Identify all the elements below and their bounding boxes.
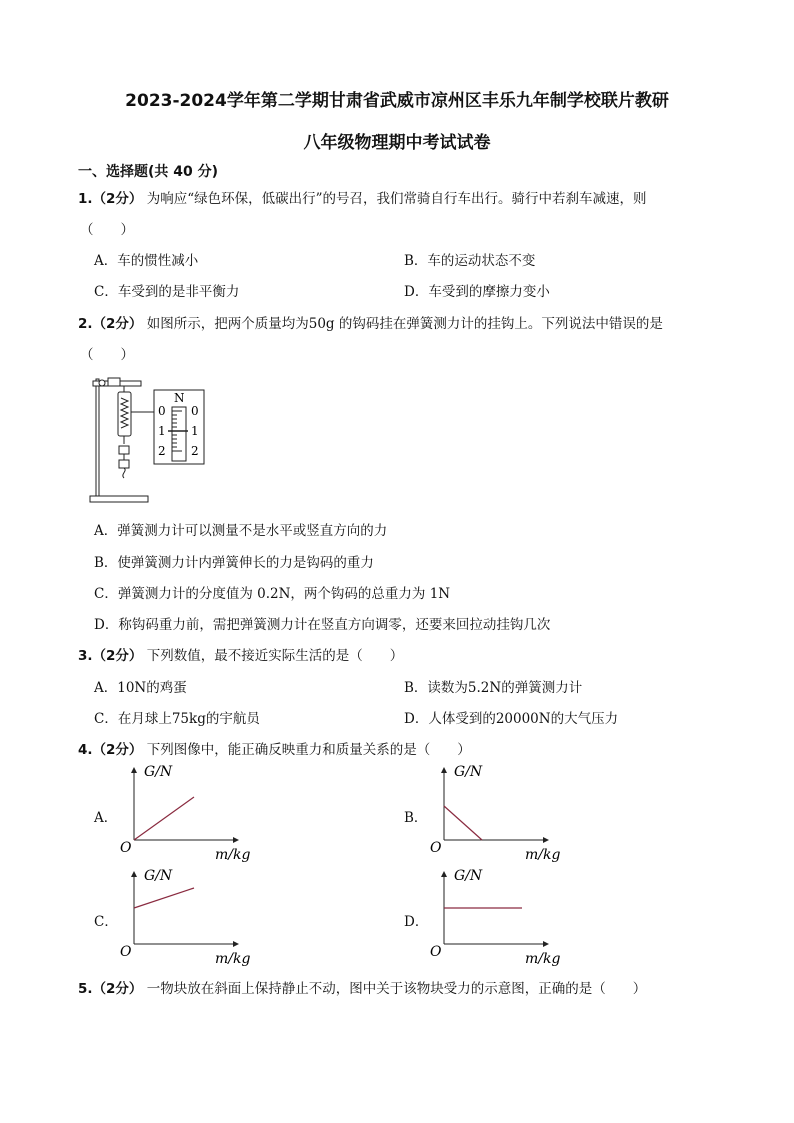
scale-tick-left-0: 0 bbox=[158, 404, 166, 418]
question-2-option-b: B．使弹簧测力计内弹簧伸长的力是钩码的重力 bbox=[94, 555, 374, 571]
question-3-score: （2分） bbox=[92, 648, 143, 664]
graph-c-x-label: m/kg bbox=[215, 951, 251, 966]
question-1-score: （2分） bbox=[92, 191, 143, 207]
question-2-number: 2. bbox=[78, 316, 93, 332]
graph-d bbox=[426, 866, 576, 966]
question-2-score: （2分） bbox=[92, 316, 143, 332]
graph-d-label: D． bbox=[404, 914, 429, 930]
graph-c-y-label: G/N bbox=[144, 868, 173, 884]
scale-tick-left-2: 2 bbox=[158, 444, 166, 458]
spring-scale-unit: N bbox=[174, 391, 185, 405]
scale-tick-left-1: 1 bbox=[158, 424, 166, 438]
question-3-option-c: C．在月球上75kg的宇航员 bbox=[94, 711, 260, 727]
graph-d-x-label: m/kg bbox=[525, 951, 561, 966]
question-2-text: 如图所示，把两个质量均为50g 的钩码挂在弹簧测力计的挂钩上。下列说法中错误的是 bbox=[146, 316, 663, 332]
question-4-score: （2分） bbox=[92, 742, 143, 758]
question-5-score: （2分） bbox=[92, 981, 143, 997]
question-4-stem bbox=[78, 738, 471, 758]
graph-c-label: C． bbox=[94, 914, 118, 930]
scale-tick-right-2: 2 bbox=[191, 444, 199, 458]
section-title-multiple-choice: 一、选择题(共 40 分) bbox=[78, 164, 219, 180]
question-1-number: 1. bbox=[78, 191, 93, 207]
graph-d-origin: O bbox=[430, 944, 442, 960]
question-1-stem bbox=[78, 187, 647, 207]
exam-title-line2: 八年级物理期中考试试卷 bbox=[303, 133, 491, 153]
graph-b-label: B． bbox=[404, 810, 428, 826]
question-3-option-a: A．10N的鸡蛋 bbox=[94, 680, 187, 696]
graph-b bbox=[426, 762, 576, 862]
graph-b-origin: O bbox=[430, 840, 442, 856]
question-3-number: 3. bbox=[78, 648, 93, 664]
question-4-number: 4. bbox=[78, 742, 93, 758]
graph-a-x-label: m/kg bbox=[215, 847, 251, 862]
question-2-answer-paren: （ ） bbox=[80, 347, 134, 363]
spring-scale-figure bbox=[88, 374, 218, 506]
question-1-text: 为响应“绿色环保，低碳出行”的号召，我们常骑自行车出行。骑行中若刹车减速，则 bbox=[146, 191, 647, 207]
graph-b-x-label: m/kg bbox=[525, 847, 561, 862]
question-3-option-d: D．人体受到的20000N的大气压力 bbox=[404, 711, 619, 727]
question-2-option-a: A．弹簧测力计可以测量不是水平或竖直方向的力 bbox=[94, 523, 388, 539]
graph-a-label: A． bbox=[94, 810, 118, 826]
question-5-text: 一物块放在斜面上保持静止不动，图中关于该物块受力的示意图，正确的是（ ） bbox=[146, 981, 647, 997]
graph-a bbox=[116, 762, 266, 862]
question-5-number: 5. bbox=[78, 981, 93, 997]
question-3-text: 下列数值，最不接近实际生活的是（ ） bbox=[146, 648, 404, 664]
scale-tick-right-0: 0 bbox=[191, 404, 199, 418]
graph-b-y-label: G/N bbox=[454, 764, 483, 780]
question-2-stem bbox=[78, 312, 663, 332]
question-3-option-b: B．读数为5.2N的弹簧测力计 bbox=[404, 680, 583, 696]
question-1-option-d: D．车受到的摩擦力变小 bbox=[404, 284, 550, 300]
question-3-stem bbox=[78, 644, 403, 664]
question-1-option-c: C．车受到的是非平衡力 bbox=[94, 284, 240, 300]
graph-c bbox=[116, 866, 266, 966]
question-2-option-d: D．称钩码重力前，需把弹簧测力计在竖直方向调零，还要来回拉动挂钩几次 bbox=[94, 617, 551, 633]
exam-title-line1: 2023-2024学年第二学期甘肃省武威市凉州区丰乐九年制学校联片教研 bbox=[125, 91, 669, 111]
scale-tick-right-1: 1 bbox=[191, 424, 199, 438]
question-5-stem bbox=[78, 977, 646, 997]
graph-c-origin: O bbox=[120, 944, 132, 960]
question-2-option-c: C．弹簧测力计的分度值为 0.2N，两个钩码的总重力为 1N bbox=[94, 586, 451, 602]
question-4-text: 下列图像中，能正确反映重力和质量关系的是（ ） bbox=[146, 742, 471, 758]
question-1-answer-paren: （ ） bbox=[80, 222, 134, 238]
question-1-option-a: A．车的惯性减小 bbox=[94, 253, 199, 269]
graph-d-y-label: G/N bbox=[454, 868, 483, 884]
question-1-option-b: B．车的运动状态不变 bbox=[404, 253, 536, 269]
graph-a-y-label: G/N bbox=[144, 764, 173, 780]
graph-a-origin: O bbox=[120, 840, 132, 856]
